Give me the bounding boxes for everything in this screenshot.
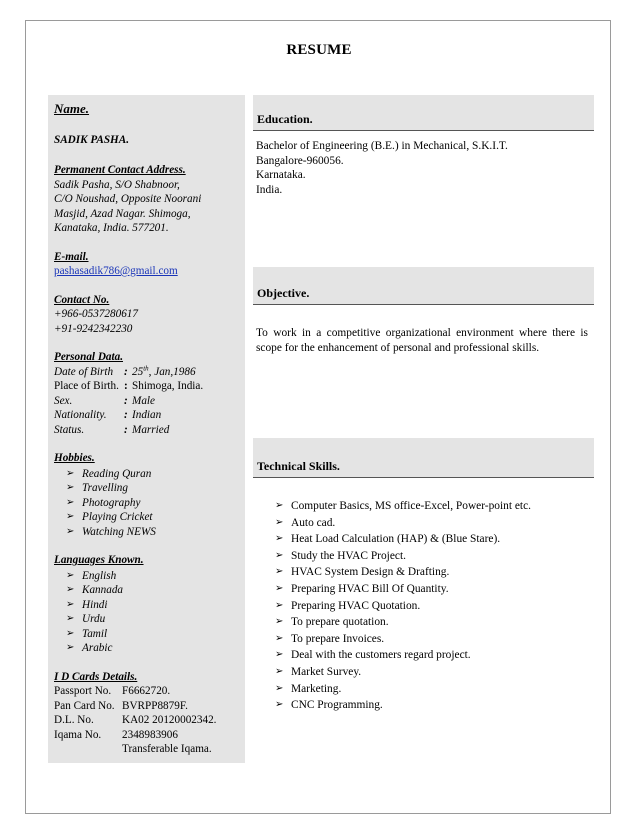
address-line: Masjid, Azad Nagar. Shimoga, — [54, 207, 191, 220]
personal-data-label: Personal Data. — [54, 351, 123, 363]
hobby-item — [66, 525, 240, 540]
skills-heading-bar — [253, 438, 594, 478]
skill-item-text: Auto cad. — [291, 516, 336, 529]
id-cards-section — [54, 670, 240, 757]
bullet-arrow-icon: ➢ — [275, 599, 284, 611]
personal-data-colon: : — [124, 423, 128, 436]
skill-item-text: Computer Basics, MS office-Excel, Power-point etc. — [291, 500, 531, 512]
id-card-value: KA02 20120002342. — [122, 714, 217, 726]
skill-item — [275, 598, 593, 615]
education-line: Karnataka. — [256, 169, 306, 181]
personal-data-row — [54, 379, 240, 394]
hobby-item-text: Playing Cricket — [82, 511, 153, 523]
skill-item-text: HVAC System Design & Drafting. — [291, 566, 450, 579]
address-label: Permanent Contact Address. — [54, 164, 186, 176]
personal-data-value — [132, 379, 203, 394]
bullet-arrow-icon: ➢ — [66, 569, 75, 581]
skill-item-text: To prepare quotation. — [291, 616, 389, 629]
language-item — [66, 641, 240, 656]
name-label: Name. — [54, 101, 90, 116]
contact-label: Contact No. — [54, 293, 110, 306]
language-item-text: Arabic — [82, 642, 113, 654]
skill-item — [275, 498, 593, 515]
personal-data-key: Status. — [54, 423, 85, 436]
language-item — [66, 583, 240, 598]
id-cards-label: I D Cards Details. — [54, 670, 138, 683]
personal-data-value — [132, 408, 161, 423]
language-item — [66, 569, 240, 584]
hobby-item — [66, 467, 240, 482]
education-line: Bangalore-960056. — [256, 154, 344, 167]
personal-data-value-text: 25 — [132, 365, 144, 378]
hobbies-label: Hobbies. — [54, 452, 95, 464]
id-card-key: D.L. No. — [54, 714, 94, 726]
personal-data-row — [54, 423, 240, 438]
personal-data-colon: : — [124, 365, 128, 378]
personal-data-colon: : — [124, 380, 128, 392]
skill-item-text: CNC Programming. — [291, 699, 383, 712]
personal-data-section — [54, 350, 240, 437]
skill-item-text: Preparing HVAC Quotation. — [291, 599, 421, 612]
hobby-item — [66, 510, 240, 525]
language-item — [66, 598, 240, 613]
bullet-arrow-icon: ➢ — [66, 467, 75, 479]
bullet-arrow-icon: ➢ — [66, 511, 75, 522]
personal-data-value-text: Married — [132, 423, 170, 436]
bullet-arrow-icon: ➢ — [66, 584, 75, 595]
hobby-item-text: Reading Quran — [82, 467, 152, 480]
skill-item — [275, 531, 593, 548]
skill-item — [275, 614, 593, 631]
bullet-arrow-icon: ➢ — [66, 627, 75, 639]
id-card-row — [54, 742, 240, 757]
skill-item — [275, 647, 593, 664]
education-heading-bar — [253, 95, 594, 131]
bullet-arrow-icon: ➢ — [66, 613, 75, 624]
personal-data-row — [54, 365, 240, 380]
education-content — [256, 139, 588, 197]
skill-item — [275, 664, 593, 681]
contact-section — [54, 293, 240, 337]
id-card-key — [54, 742, 122, 757]
personal-data-value-rest: , Jan,1986 — [148, 365, 196, 378]
skill-item-text: Market Survey. — [291, 665, 362, 678]
hobby-item-text: Watching NEWS — [82, 525, 156, 538]
hobbies-list — [54, 467, 240, 540]
email-section — [54, 250, 240, 279]
id-card-row — [54, 713, 240, 728]
bullet-arrow-icon: ➢ — [275, 500, 284, 511]
language-item — [66, 627, 240, 642]
bullet-arrow-icon: ➢ — [275, 533, 284, 545]
id-card-key: Pan Card No. — [54, 699, 115, 712]
personal-data-value — [132, 365, 196, 380]
language-item-text: Kannada — [82, 584, 124, 596]
address-section — [54, 163, 240, 236]
language-item-text: Tamil — [82, 627, 108, 640]
hobby-item-text: Photography — [82, 496, 141, 509]
hobby-item — [66, 496, 240, 511]
personal-data-value — [132, 423, 169, 438]
languages-section — [54, 553, 240, 656]
skill-item — [275, 681, 593, 698]
languages-label: Languages Known. — [54, 554, 144, 566]
name-value: SADIK PASHA. — [54, 133, 130, 146]
contact-number: +91-9242342230 — [54, 322, 133, 335]
personal-data-colon: : — [124, 409, 128, 421]
bullet-arrow-icon: ➢ — [275, 665, 284, 677]
language-item-text: Urdu — [82, 613, 106, 625]
bullet-arrow-icon: ➢ — [275, 549, 284, 561]
bullet-arrow-icon: ➢ — [275, 632, 284, 644]
bullet-arrow-icon: ➢ — [66, 642, 75, 653]
objective-heading: Objective. — [257, 286, 310, 300]
skill-item-text: Deal with the customers regard project. — [291, 649, 471, 662]
skill-item-text: Study the HVAC Project. — [291, 549, 406, 562]
id-card-value: Transferable Iqama. — [122, 743, 212, 755]
objective-heading-bar — [253, 267, 594, 305]
language-item — [66, 612, 240, 627]
personal-data-key: Sex. — [54, 394, 73, 407]
skill-item — [275, 581, 593, 598]
personal-data-colon: : — [124, 394, 128, 407]
languages-list — [54, 569, 240, 656]
bullet-arrow-icon: ➢ — [275, 582, 284, 594]
personal-data-superscript: th — [143, 363, 149, 372]
personal-data-row — [54, 408, 240, 423]
bullet-arrow-icon: ➢ — [275, 566, 284, 578]
education-line: Bachelor of Engineering (B.E.) in Mechanical, S.K.I.T. — [256, 140, 508, 152]
skill-item-text: Preparing HVAC Bill Of Quantity. — [291, 582, 449, 595]
bullet-arrow-icon: ➢ — [275, 649, 284, 661]
bullet-arrow-icon: ➢ — [66, 598, 75, 610]
skill-item — [275, 631, 593, 648]
personal-data-value-text: Indian — [132, 409, 162, 421]
contact-number: +966-0537280617 — [54, 308, 138, 320]
objective-text: To work in a competitive organizational environment where there is scope for the enhancement of personal and professional skills. — [256, 327, 588, 354]
language-item-text: English — [82, 569, 117, 582]
bullet-arrow-icon: ➢ — [66, 525, 75, 537]
skills-content — [275, 498, 593, 714]
address-line: Kanataka, India. 577201. — [54, 222, 169, 234]
bullet-arrow-icon: ➢ — [275, 699, 284, 711]
id-card-value: F6662720. — [122, 685, 171, 697]
id-card-value: BVRPP8879F. — [122, 699, 188, 712]
education-line: India. — [256, 183, 283, 196]
hobby-item-text: Travelling — [82, 482, 128, 494]
page-title: RESUME — [286, 42, 352, 58]
personal-data-value-text: Shimoga, India. — [132, 380, 204, 392]
personal-info-panel — [48, 95, 245, 763]
address-line: C/O Noushad, Opposite Noorani — [54, 193, 202, 205]
bullet-arrow-icon: ➢ — [275, 682, 284, 694]
email-label: E-mail. — [54, 250, 89, 263]
skill-item — [275, 564, 593, 581]
id-card-key: Iqama No. — [54, 728, 102, 741]
personal-data-key: Date of Birth — [54, 365, 114, 378]
language-item-text: Hindi — [82, 598, 108, 611]
personal-data-value-text: Male — [132, 394, 155, 407]
skill-item-text: Heat Load Calculation (HAP) & (Blue Stare). — [291, 533, 501, 546]
skill-item — [275, 697, 593, 714]
bullet-arrow-icon: ➢ — [275, 516, 284, 528]
email-link[interactable]: pashasadik786@gmail.com — [54, 265, 178, 277]
hobby-item — [66, 481, 240, 496]
skill-item — [275, 515, 593, 532]
skill-item — [275, 548, 593, 565]
personal-data-value — [132, 394, 155, 409]
skills-heading: Technical Skills. — [257, 459, 340, 473]
id-card-row — [54, 699, 240, 714]
skill-item-text: Marketing. — [291, 682, 342, 695]
personal-data-key: Place of Birth. — [54, 380, 119, 392]
address-line: Sadik Pasha, S/O Shabnoor, — [54, 178, 180, 191]
education-heading: Education. — [257, 112, 313, 126]
bullet-arrow-icon: ➢ — [66, 496, 75, 508]
id-card-row — [54, 684, 240, 699]
personal-data-row — [54, 394, 240, 409]
bullet-arrow-icon: ➢ — [275, 616, 284, 628]
personal-data-key: Nationality. — [54, 409, 107, 421]
skills-list — [275, 498, 593, 714]
id-card-row — [54, 728, 240, 743]
id-card-key: Passport No. — [54, 685, 112, 697]
skill-item-text: To prepare Invoices. — [291, 632, 385, 645]
hobbies-section — [54, 451, 240, 539]
id-card-value: 2348983906 — [122, 728, 178, 741]
bullet-arrow-icon: ➢ — [66, 482, 75, 493]
